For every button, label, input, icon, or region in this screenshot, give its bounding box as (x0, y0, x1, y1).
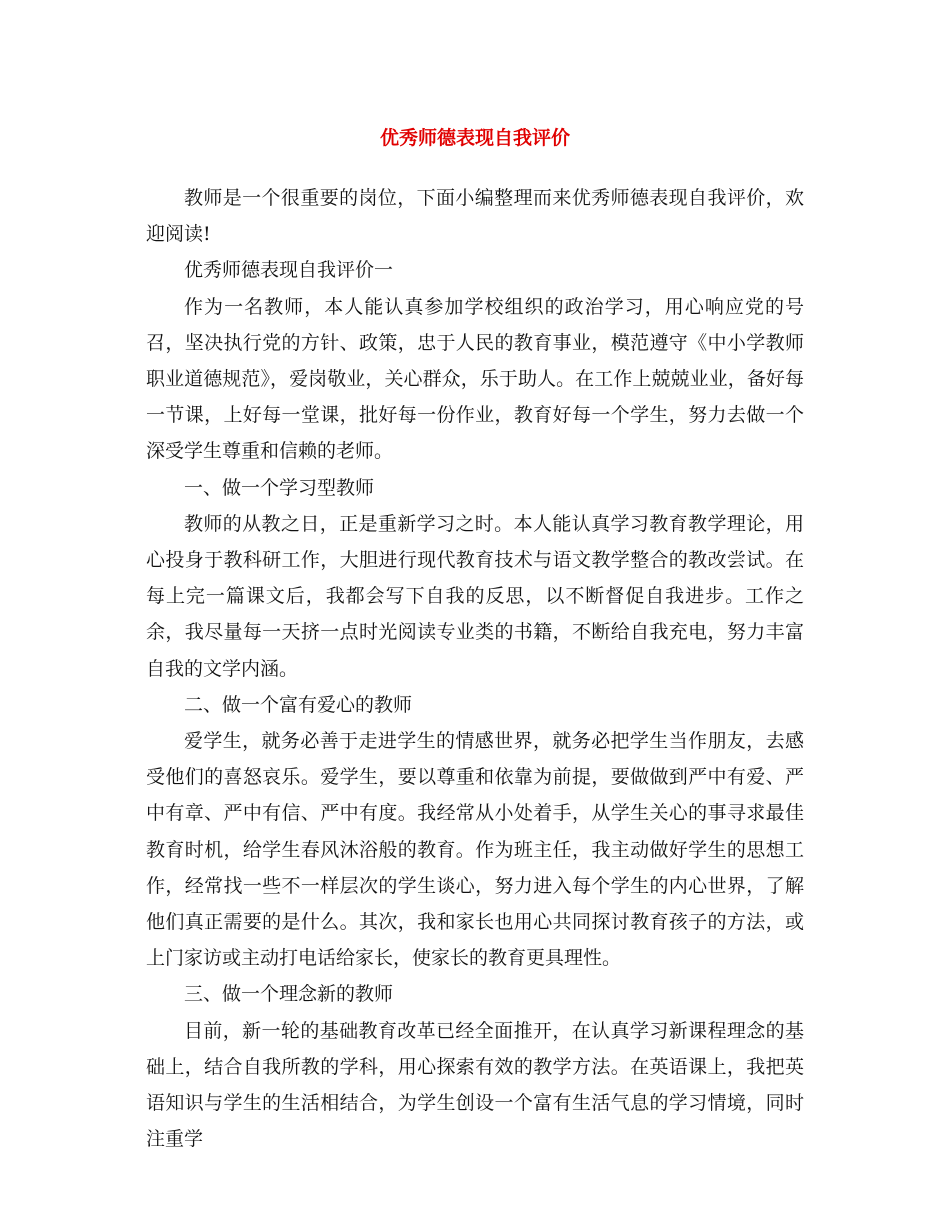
intro-paragraph: 教师是一个很重要的岗位，下面小编整理而来优秀师德表现自我评价，欢迎阅读! (146, 187, 804, 246)
document-body (146, 180, 804, 1157)
section-heading-new-concept-teacher: 三、做一个理念新的教师 (184, 983, 394, 1006)
document-title: 优秀师德表现自我评价 (379, 127, 570, 149)
paragraph-learning-teacher: 教师的从教之日，正是重新学习之时。本人能认真学习教育教学理论，用心投身于教科研工作，大胆进行现代教育技术与语文教学整合的教改尝试。在每上完一篇课文后，我都会写下自我的反思，以不断督促自我进步。工作之余，我尽量每一天挤一点时光阅读专业类的书籍，不断给自我充电，努力丰富自我的文学内涵。 (146, 512, 804, 680)
paragraph-teacher-ethics: 作为一名教师，本人能认真参加学校组织的政治学习，用心响应党的号召，坚决执行党的方针、政策，忠于人民的教育事业，模范遵守《中小学教师职业道德规范》，爱岗敬业，关心群众，乐于助人。在工作上兢兢业业，备好每一节课，上好每一堂课，批好每一份作业，教育好每一个学生，努力去做一个深受学生尊重和信赖的老师。 (146, 295, 804, 463)
paragraph-new-concept-teacher: 目前，新一轮的基础教育改革已经全面推开，在认真学习新课程理念的基础上，结合自我所教的学科，用心探索有效的教学方法。在英语课上，我把英语知识与学生的生活相结合，为学生创设一个富有生活气息的学习情境，同时注重学 (146, 1019, 804, 1151)
paragraph-caring-teacher: 爱学生，就务必善于走进学生的情感世界，就务必把学生当作朋友，去感受他们的喜怒哀乐。爱学生，要以尊重和依靠为前提，要做做到严中有爱、严中有章、严中有信、严中有度。我经常从小处着手，从学生关心的事寻求最佳教育时机，给学生春风沐浴般的教育。作为班主任，我主动做好学生的思想工作，经常找一些不一样层次的学生谈心，努力进入每个学生的内心世界，了解他们真正需要的是什么。其次，我和家长也用心共同探讨教育孩子的方法，或上门家访或主动打电话给家长，使家长的教育更具理性。 (146, 730, 804, 970)
section-heading-learning-teacher: 一、做一个学习型教师 (184, 476, 375, 499)
section-heading-caring-teacher: 二、做一个富有爱心的教师 (184, 693, 413, 716)
section-heading-part-one: 优秀师德表现自我评价一 (184, 259, 394, 282)
